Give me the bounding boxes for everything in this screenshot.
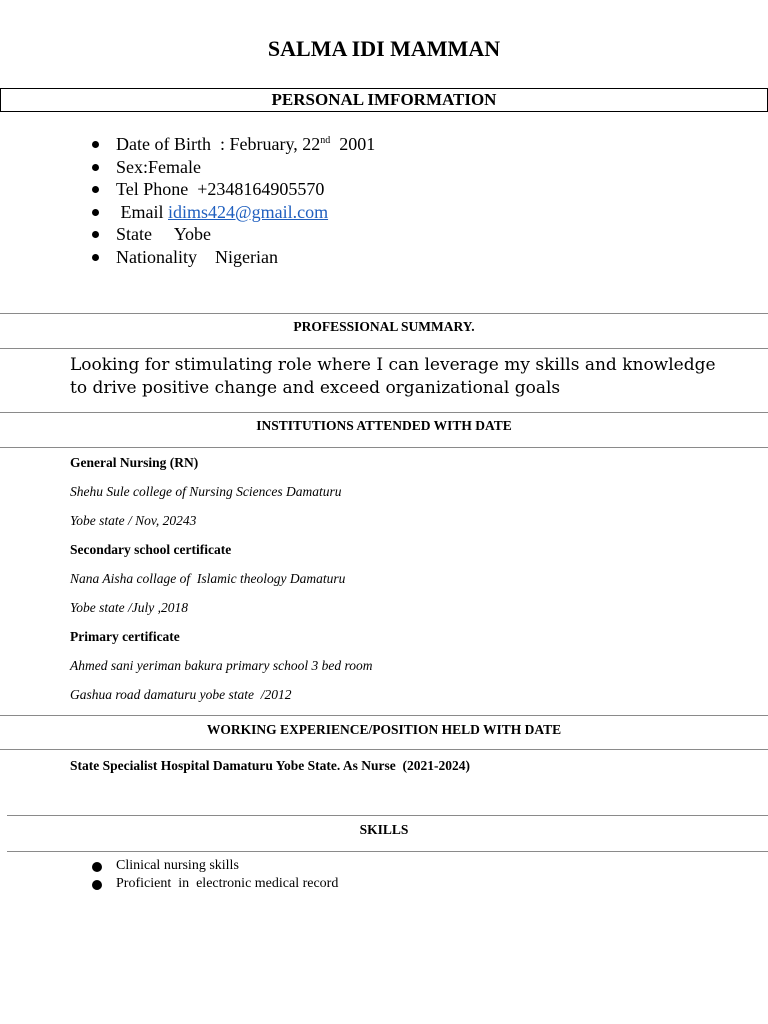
divider — [0, 447, 768, 448]
nationality-item: Nationality Nigerian — [92, 246, 375, 269]
experience-heading: WORKING EXPERIENCE/POSITION HELD WITH DATE — [206, 722, 562, 737]
edu-location-date: Gashua road damaturu yobe state /2012 — [70, 687, 292, 702]
skills-list — [92, 857, 338, 892]
dob-year: 2001 — [330, 134, 376, 154]
divider — [7, 851, 768, 852]
email-link[interactable]: idims424@gmail.com — [168, 201, 329, 222]
state-item: State Yobe — [92, 223, 375, 246]
edu-title: General Nursing (RN) — [70, 455, 199, 470]
experience-entry: State Specialist Hospital Damaturu Yobe State. As Nurse (2021-2024) — [70, 758, 470, 773]
email-item — [92, 201, 375, 224]
skill-item: Proficient in electronic medical record — [92, 875, 338, 893]
dob-suffix-ordinal: nd — [320, 135, 331, 146]
email-label: Email — [116, 201, 168, 222]
edu-location-date: Yobe state / Nov, 20243 — [70, 513, 197, 528]
summary-heading: PROFESSIONAL SUMMARY. — [293, 319, 475, 334]
summary-text: Looking for stimulating role where I can leverage my skills and knowledge to drive positive change and exceed organizational goals — [70, 355, 716, 398]
divider — [0, 412, 768, 413]
divider — [7, 815, 768, 816]
personal-info-list — [92, 133, 375, 268]
divider — [0, 715, 768, 716]
divider — [0, 348, 768, 349]
edu-institution: Nana Aisha collage of Islamic theology Damaturu — [70, 571, 346, 586]
dob-item — [92, 133, 375, 156]
skill-item: Clinical nursing skills — [92, 857, 338, 875]
edu-title: Primary certificate — [70, 629, 180, 644]
resume-name: SALMA IDI MAMMAN — [267, 36, 501, 61]
divider — [0, 749, 768, 750]
personal-info-heading: PERSONAL IMFORMATION — [0, 88, 768, 112]
edu-location-date: Yobe state /July ,2018 — [70, 600, 188, 615]
phone-item: Tel Phone +2348164905570 — [92, 178, 375, 201]
edu-institution: Ahmed sani yeriman bakura primary school 3 bed room — [70, 658, 373, 673]
education-heading: INSTITUTIONS ATTENDED WITH DATE — [256, 418, 512, 433]
sex-item: Sex:Female — [92, 156, 375, 179]
dob-prefix: Date of Birth : February, 22 — [116, 134, 321, 154]
skills-heading: SKILLS — [359, 822, 409, 837]
edu-title: Secondary school certificate — [70, 542, 232, 557]
divider — [0, 313, 768, 314]
edu-institution: Shehu Sule college of Nursing Sciences Damaturu — [70, 484, 342, 499]
